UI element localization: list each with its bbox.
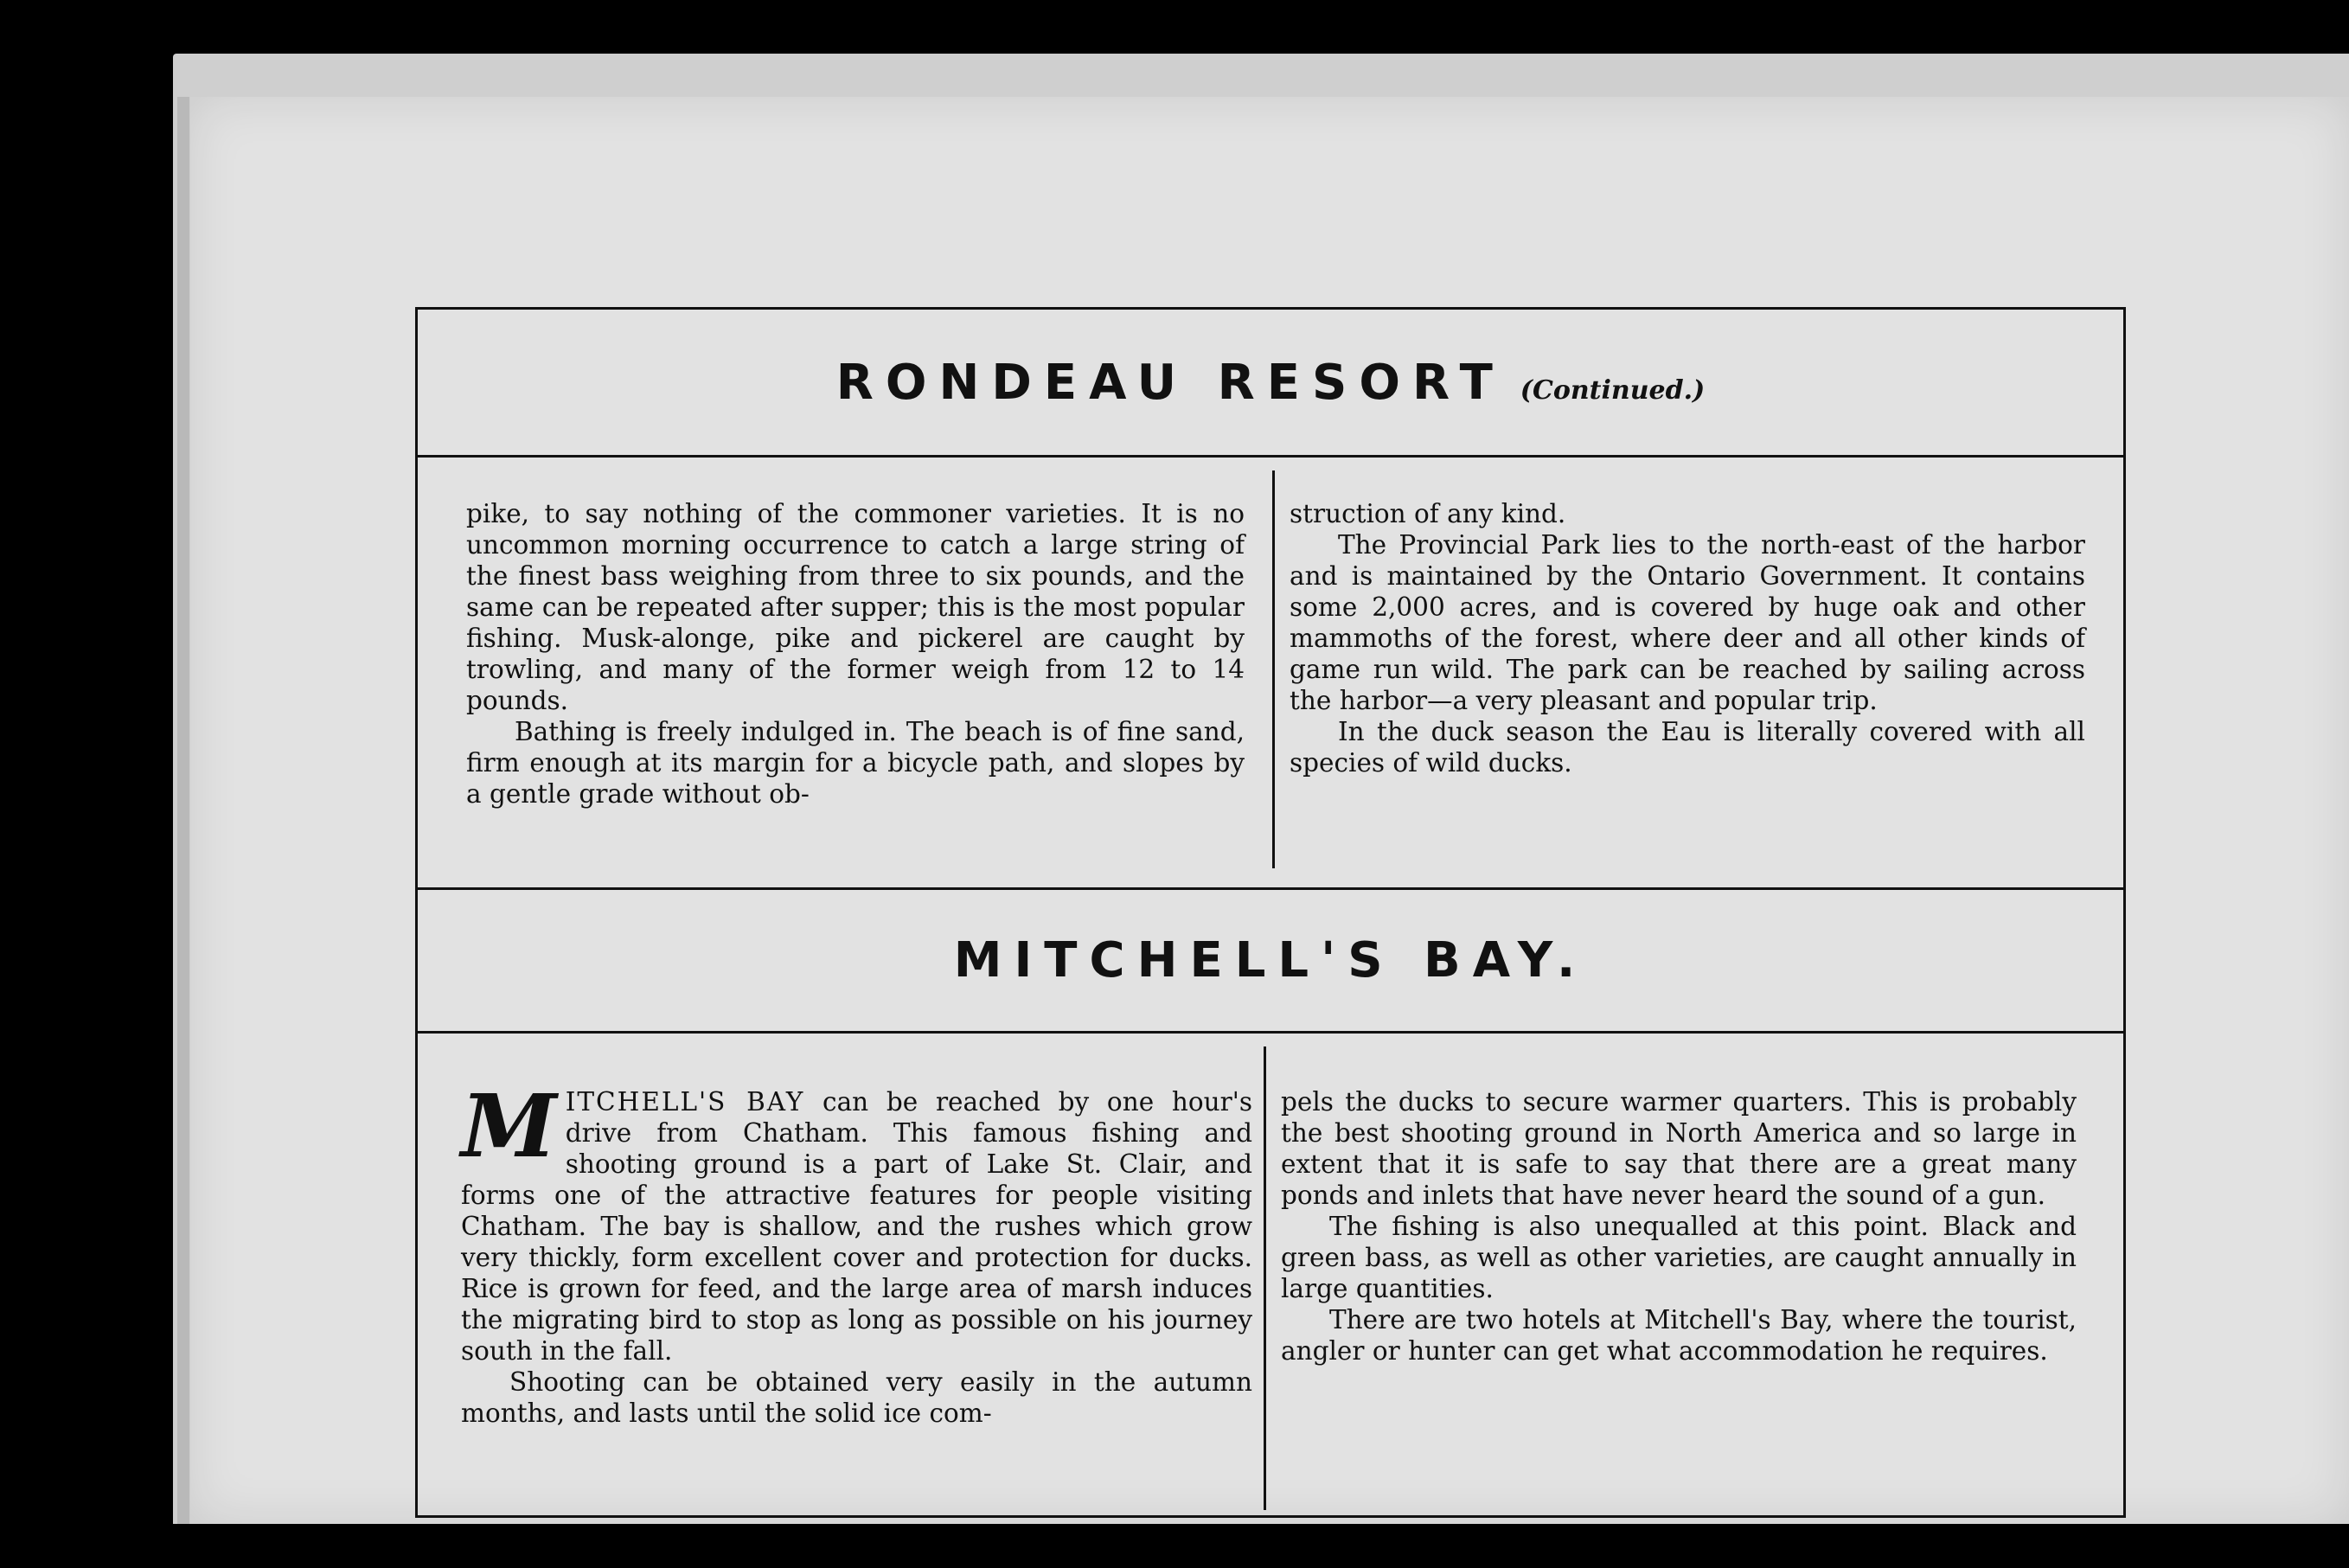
rondeau-right-paragraph: struction of any kind. xyxy=(1290,499,1566,528)
first-paragraph-text: can be reached by one hour's drive from Chatham. This famous fishing and shooting ground is a part of Lake St. Clair, and forms one of the attractive features for people visiting Chatham. The bay is shallow, and the rushes which grow very thickly, form excellent cover and protection for ducks. Rice is grown for feed, and the large area of marsh induces the migrating bird to stop as long as possible on his journey south in the fall. xyxy=(461,1087,1252,1366)
rondeau-left-paragraph: Bathing is freely indulged in. The beach is of fine sand, firm enough at its margin for a bicycle path, and slopes by a gentle grade without ob- xyxy=(466,717,1245,809)
rule-below-mitchells-title xyxy=(418,1031,2123,1034)
section-mitchells-heading xyxy=(418,932,2123,989)
mitchells-left-column xyxy=(461,1075,1252,1429)
rondeau-right-paragraph: The Provincial Park lies to the north-east of the harbor and is maintained by the Ontario Government. It contains some 2,000 acres, and is covered by huge oak and other mammoths of the forest, where deer and all other kinds of game run wild. The park can be reached by sailing across the harbor—a very pleasant and popular trip. xyxy=(1290,530,2085,715)
mitchells-right-paragraph: pels the ducks to secure warmer quarters. This is probably the best shooting ground in North America and so large in extent that it is safe to say that there are a great many ponds and inlets that have never heard the sound of a gun. xyxy=(1281,1087,2077,1210)
mitchells-column-divider xyxy=(1264,1046,1266,1510)
mitchells-right-paragraph: There are two hotels at Mitchell's Bay, where the tourist, angler or hunter can get what accommodation he requires. xyxy=(1281,1305,2077,1366)
rule-below-rondeau-title xyxy=(418,455,2123,458)
rule-above-mitchells-title xyxy=(418,887,2123,890)
mitchells-title: MITCHELL'S BAY. xyxy=(953,932,1588,989)
rondeau-right-column xyxy=(1290,498,2085,778)
mitchells-right-paragraph: The fishing is also unequalled at this point. Black and green bass, as well as other varieties, are caught annually in large quantities. xyxy=(1281,1212,2077,1303)
drop-cap: M xyxy=(461,1075,557,1177)
section-rondeau-heading xyxy=(418,355,2123,411)
mitchells-left-paragraph: Shooting can be obtained very easily in the autumn months, and lasts until the solid ice com- xyxy=(461,1367,1252,1428)
rondeau-left-paragraph: pike, to say nothing of the commoner varieties. It is no uncommon morning occurrence to catch a large string of the finest bass weighing from three to six pounds, and the same can be repeated after supper; this is the most popular fishing. Musk-alonge, pike and pickerel are caught by trowling, and many of the former weigh from 12 to 14 pounds. xyxy=(466,499,1245,715)
page-edge xyxy=(177,97,189,1524)
rondeau-right-paragraph: In the duck season the Eau is literally covered with all species of wild ducks. xyxy=(1290,717,2085,778)
continued-label: (Continued.) xyxy=(1520,375,1706,406)
rondeau-column-divider xyxy=(1272,470,1275,868)
lead-word: ITCHELL'S BAY xyxy=(565,1087,805,1117)
mitchells-right-column xyxy=(1281,1086,2077,1366)
rondeau-title: RONDEAU RESORT xyxy=(835,355,1505,411)
page-frame xyxy=(415,307,2126,1518)
rondeau-left-column xyxy=(466,498,1245,810)
mitchells-first-paragraph xyxy=(461,1075,1252,1366)
